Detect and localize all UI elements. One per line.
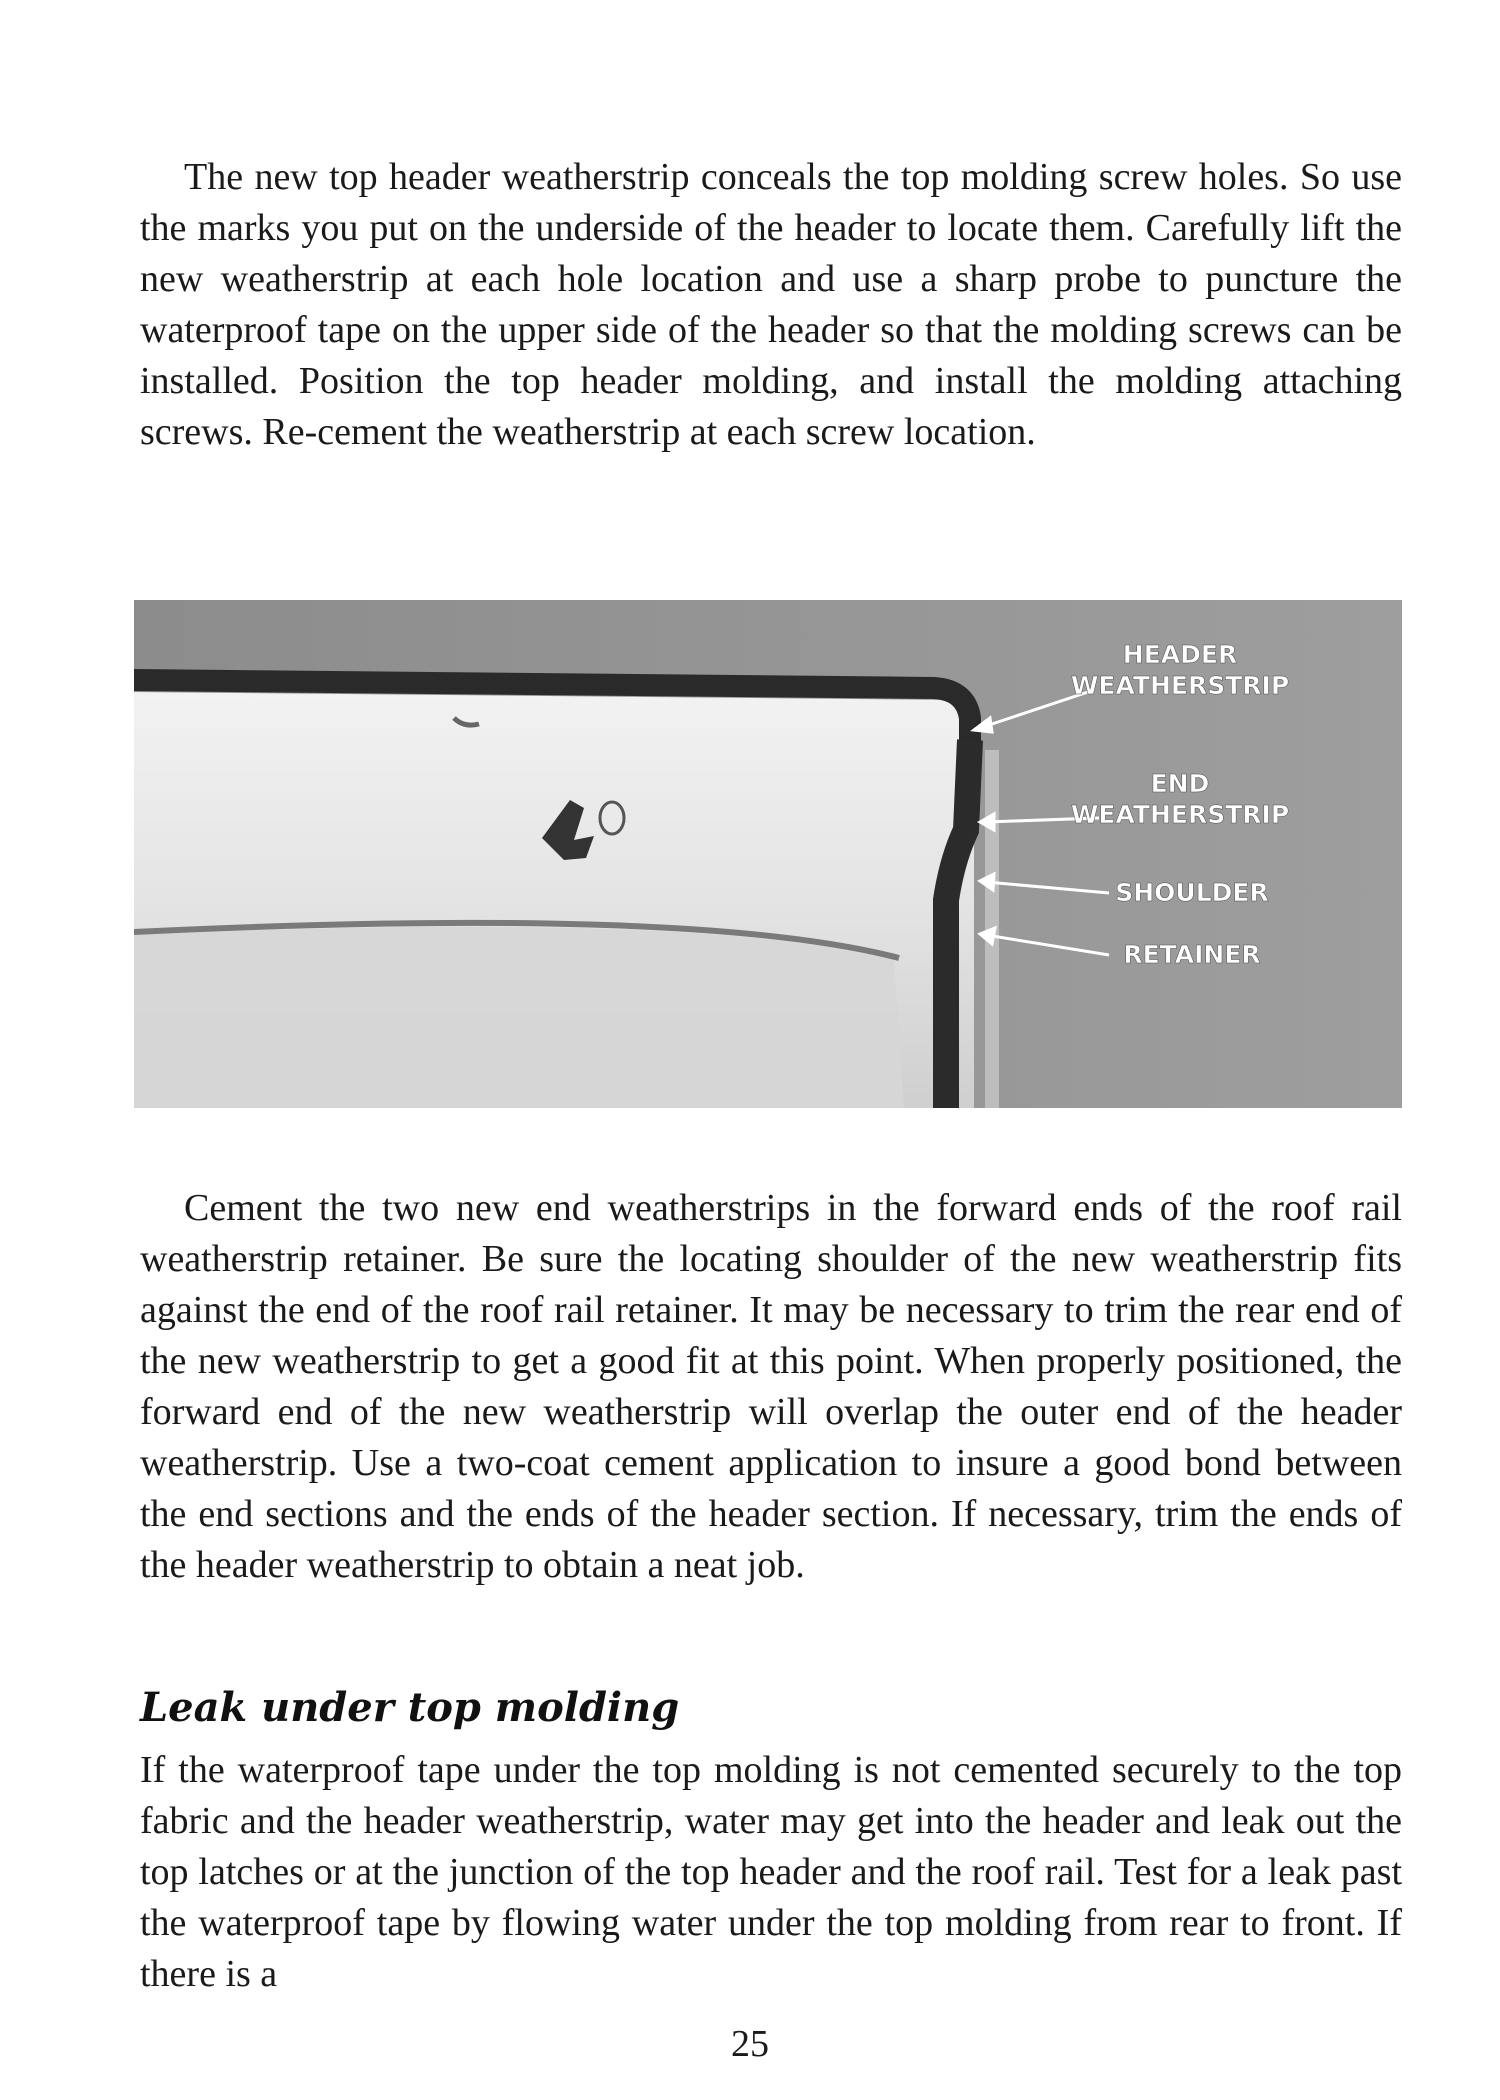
latch-knob bbox=[600, 802, 624, 834]
callout-end-line1: END bbox=[1150, 769, 1210, 798]
callout-end-line2: WEATHERSTRIP bbox=[1070, 800, 1290, 829]
callout-retainer: RETAINER bbox=[1123, 940, 1261, 969]
paragraph-header-molding: The new top header weatherstrip conceals the top molding screw holes. So use the marks you put on the underside of the header to locate them. Carefully lift the new weatherstrip at each hole location and use a sharp probe to puncture the waterproof tape on the upper side of the header so that the molding screws can be installed. Position the top header molding, and install the molding attaching screws. Re-cement the weatherstrip at each screw location. bbox=[140, 156, 1402, 453]
section-heading: Leak under top molding bbox=[140, 1684, 680, 1731]
callout-shoulder: SHOULDER bbox=[1115, 878, 1269, 907]
callout-header-line2: WEATHERSTRIP bbox=[1070, 671, 1290, 700]
weatherstrip-photo bbox=[134, 600, 1402, 1108]
paragraph-end-weatherstrips: Cement the two new end weatherstrips in the forward ends of the roof rail weatherstrip retainer. Be sure the locating shoulder of the new weatherstrip fits against the end of the roof rail retainer. It may be necessary to trim the rear end of the new weatherstrip to get a good fit at this point. When properly positioned, the forward end of the new weatherstrip will overlap the outer end of the header weatherstrip. Use a two-coat cement application to insure a good bond between the end sections and the ends of the header section. If necessary, trim the ends of the header weatherstrip to obtain a neat job. bbox=[140, 1187, 1402, 1586]
windshield-glass bbox=[134, 927, 904, 1108]
callout-header-line1: HEADER bbox=[1122, 640, 1238, 669]
paragraph-leak-test: If the waterproof tape under the top molding is not cemented securely to the top fabric and the header weatherstrip, water may get into the header and leak out the top latches or at the junction of the top header and the roof rail. Test for a leak past the waterproof tape by flowing water under the top molding from rear to front. If there is a bbox=[140, 1749, 1402, 1995]
weatherstrip-photo-svg bbox=[134, 600, 1402, 1108]
page-number: 25 bbox=[731, 2023, 769, 2065]
